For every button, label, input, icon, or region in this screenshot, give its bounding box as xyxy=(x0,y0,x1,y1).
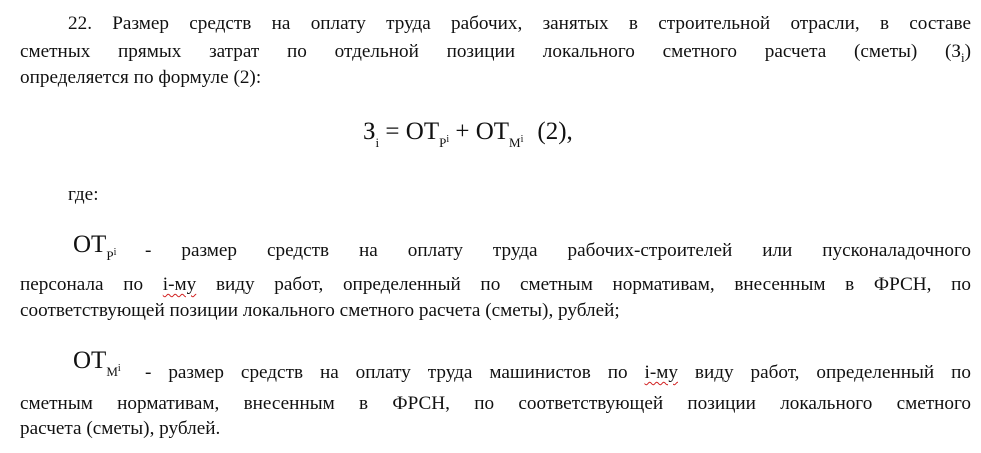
def-otm-line-3-text: расчета (сметы), рублей. xyxy=(20,418,221,439)
formula-term-otp-sub: Р xyxy=(439,135,447,150)
paragraph-22-line-3-text: определяется по формуле (2): xyxy=(20,67,262,88)
paragraph-22-line-2 xyxy=(20,40,971,69)
def-otp-line-3-text: соответствующей позиции локального сметного расчета (сметы), рублей; xyxy=(20,300,620,321)
def-otm-line-1: - размер средств на оплату труда машинистов по i-му виду работ, определенный по xyxy=(145,362,971,383)
formula-lhs: З xyxy=(363,118,376,145)
def-otp-line-3 xyxy=(20,299,971,322)
def-otm-line-2-text: сметным нормативам, внесенным в ФРСН, по соответствующей позиции локального сметного xyxy=(20,393,971,414)
def-otm-line-2 xyxy=(20,392,971,415)
where-label xyxy=(68,183,971,206)
formula-term-otm-sub: М xyxy=(509,135,521,150)
def-otm-line-3 xyxy=(20,417,971,440)
formula-term-otp-subsub: i xyxy=(446,134,450,145)
formula-2 xyxy=(363,115,573,154)
def-otp-line-2: персонала по i-му виду работ, определенный по сметным нормативам, внесенным в ФРСН, по xyxy=(20,274,971,295)
formula-term-otm-subsub: i xyxy=(520,134,524,145)
def-otp-line-1-text: - размер средств на оплату труда рабочих-строителей или пусконаладочного xyxy=(145,240,971,261)
formula-plus: + xyxy=(455,118,470,145)
def-otp-sub: Р xyxy=(106,248,114,263)
formula-lhs-sub: i xyxy=(375,135,380,150)
def-otp-i-mu: i-му xyxy=(162,274,197,295)
def-otp-symbol xyxy=(73,230,116,265)
paragraph-22-line-2-text: сметных прямых затрат по отдельной позиции локального сметного расчета (сметы) (З xyxy=(20,41,961,62)
def-otp-line-1 xyxy=(145,239,971,262)
def-otp-subsub: i xyxy=(113,247,117,258)
formula-term-otm: ОТ xyxy=(475,118,510,145)
paragraph-22-line-1 xyxy=(68,12,971,35)
formula-term-otp: ОТ xyxy=(405,118,440,145)
def-otm-symbol xyxy=(73,346,121,381)
def-otm-sub: М xyxy=(106,364,118,379)
paragraph-22-line-1-text: 22. Размер средств на оплату труда рабочих, занятых в строительной отрасли, в составе xyxy=(68,13,971,34)
z-i-subscript: i xyxy=(960,49,965,65)
where-text: где: xyxy=(68,184,99,205)
def-otp-sym: ОТ xyxy=(73,231,107,258)
def-otm-i-mu: i-му xyxy=(644,362,678,383)
paragraph-22-line-3 xyxy=(20,66,971,89)
paragraph-22-line-2-close: ) xyxy=(964,41,971,62)
formula-number: (2), xyxy=(537,118,573,145)
def-otm-subsub: i xyxy=(117,363,121,374)
formula-equals: = xyxy=(385,118,400,145)
def-otm-sym: ОТ xyxy=(73,347,107,374)
